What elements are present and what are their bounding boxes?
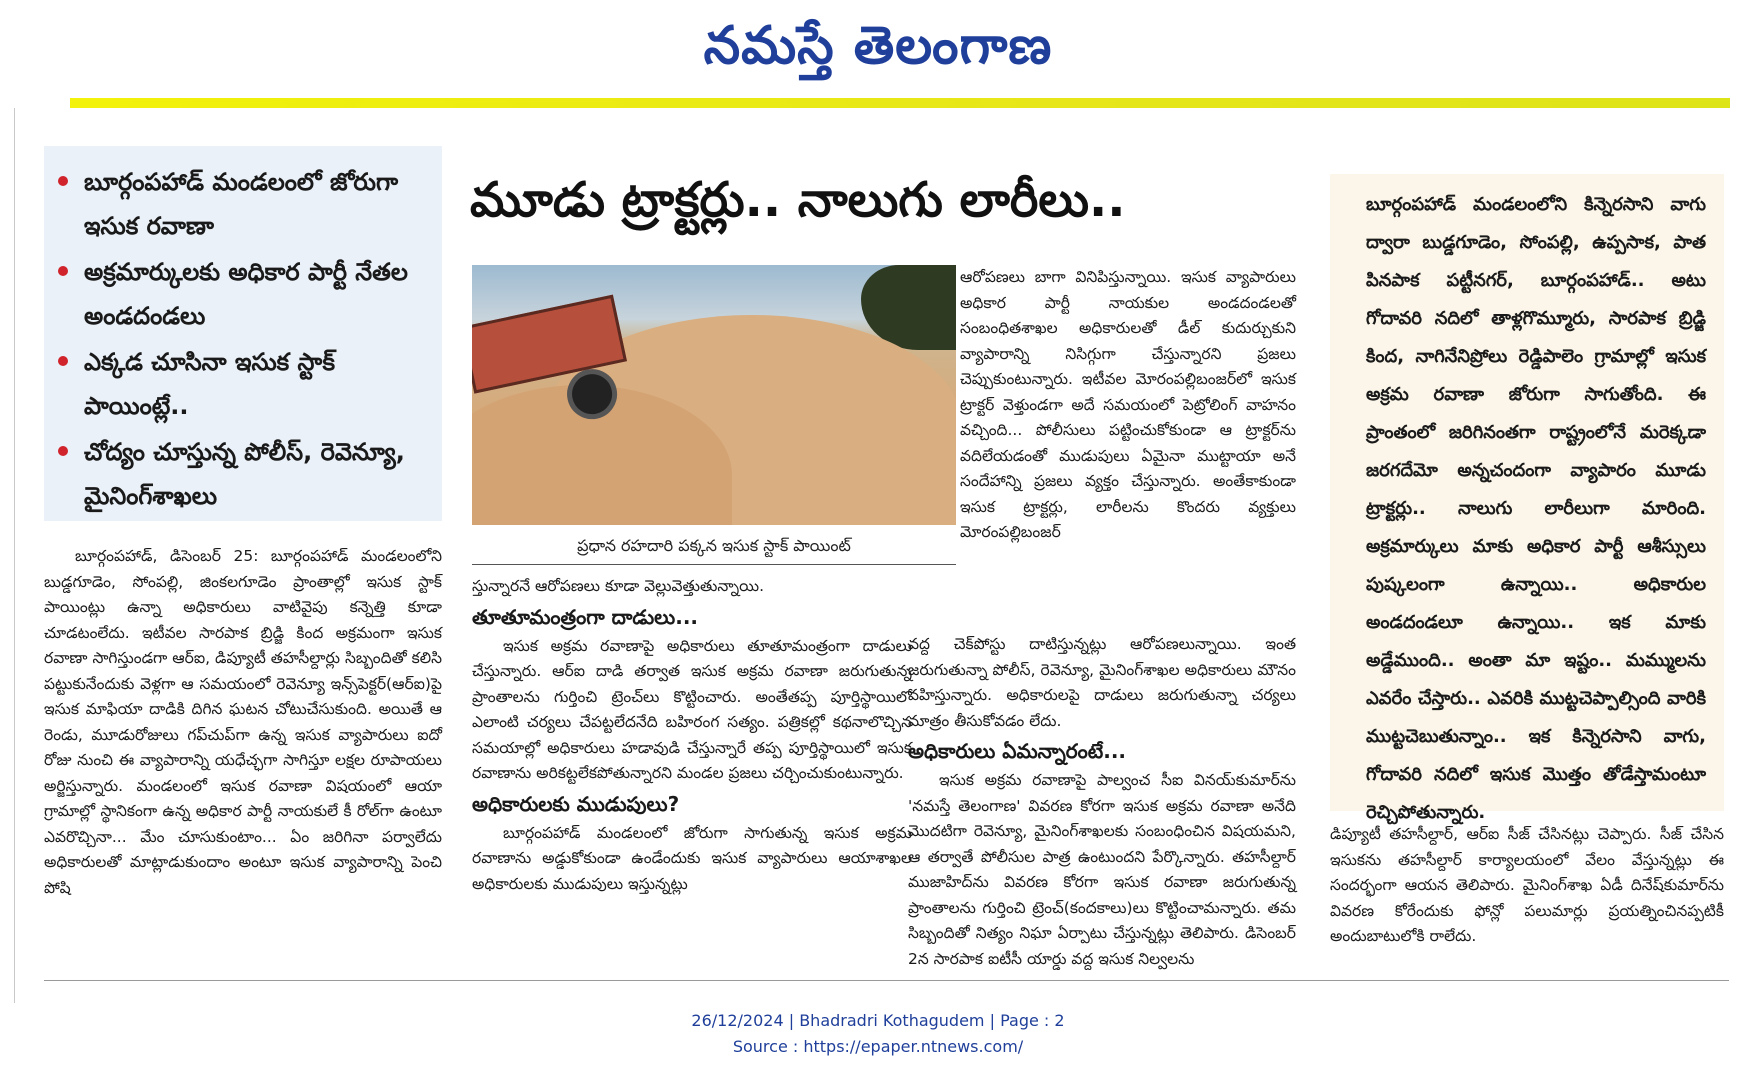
bullet-icon [58,356,68,366]
footer-source: Source : https://epaper.ntnews.com/ [732,1037,1024,1056]
sidebar-box [1330,174,1724,823]
sand-stock-photo [472,265,956,525]
paragraph: వద్ద చెక్‌పోస్టు దాటిస్తున్నట్లు ఆరోపణలున్నాయి. ఇంత జరుగుతున్నా పోలీస్, రెవెన్యూ, మైనింగ్‌శాఖల అధికారులు మౌనం వహిస్తున్నారు. అధికారులపై దాడులు జరుగుతున్నా చర్యలు మాత్రం తీసుకోవడం లేదు. [908,635,1296,730]
article-column-4 [1330,822,1724,950]
photo-caption: ప్రధాన రహదారి పక్కన ఇసుక స్టాక్ పాయింట్ [472,528,956,565]
paragraph: డిప్యూటీ తహసీల్దార్, ఆర్ఐ సీజ్ చేసినట్లు చెప్పారు. సీజ్ చేసిన ఇసుకను తహసీల్దార్ కార్యాలయంలో వేలం వేస్తున్నట్లు ఈ సందర్భంగా ఆయన తెలిపారు. మైనింగ్‌శాఖ ఏడీ దినేష్‌కుమార్‌ను వివరణ కోరేందుకు ఫోన్లో పలుమార్లు ప్రయత్నించినప్పటికీ అందుబాటులోకి రాలేదు. [1330,825,1724,945]
left-margin-rule [14,108,15,1003]
paragraph: ఇసుక అక్రమ రవాణాపై అధికారులు తూతూమంత్రంగా దాడులు చేస్తున్నారు. ఆర్ఐ దాడి తర్వాత ఇసుక అక్రమ రవాణా జరుగుతున్న ప్రాంతాలను గుర్తించి ట్రెంచ్‌లు కొట్టించారు. అంతేతప్ప పూర్తిస్థాయిలో ఎలాంటి చర్యలు చేపట్టలేదనేది బహిరంగ సత్యం. పత్రికల్లో కథనాలొచ్చిన సమయాల్లో అధికారులు హడావుడి చేస్తున్నారే తప్ప పూర్తిస్థాయిలో ఇసుక రవాణాను అరికట్టలేకపోతున్నారని మండల ప్రజలు చర్చించుకుంటున్నారు. [472,636,912,782]
paragraph: బూర్గంపహాడ్ మండలంలో జోరుగా సాగుతున్న ఇసుక అక్రమ రవాణాను అడ్డుకోకుండా ఉండేందుకు ఇసుక వ్యాపారులు ఆయాశాఖల అధికారులకు ముడుపులు ఇస్తున్నట్లు [472,823,912,893]
sidebar-text: బూర్గంపహాడ్ మండలంలోని కిన్నెరసాని వాగు ద్వారా బుడ్డగూడెం, సోంపల్లి, ఉప్పసాక, పాత పినపాక పట్టీనగర్, బూర్గంపహాడ్.. అటు గోదావరి నదిలో తాళ్లగొమ్మూరు, సారపాక బ్రిడ్జి కింద, నాగినేనిప్రోలు రెడ్డిపాలెం గ్రామాల్లో ఇసుక అక్రమ రవాణా జోరుగా సాగుతోంది. ఈ ప్రాంతంలో జరిగినంతగా రాష్ట్రంలోనే మరెక్కడా జరగదేమో అన్నచందంగా వ్యాపారం మూడు ట్రాక్టర్లు.. నాలుగు లారీలుగా మారింది. అక్రమార్కులు మాకు అధికార పార్టీ ఆశీస్సులు పుష్కలంగా ఉన్నాయి.. అధికారుల అండదండలూ ఉన్నాయి.. ఇక మాకు అడ్డేముంది.. అంతా మా ఇష్టం.. మమ్ములను ఎవరేం చేస్తారు.. ఎవరికి ముట్టచెప్పాల్సింది వారికి ముట్టచెబుతున్నాం.. ఇక కిన్నెరసాని వాగు, గోదావరి నదిలో ఇసుక మొత్తం తోడేస్తామంటూ రెచ్చిపోతున్నారు. [1366,194,1706,823]
bullet-icon [58,446,68,456]
article-column-2 [472,574,912,897]
paragraph: బూర్గంపహాడ్, డిసెంబర్ 25: బూర్గంపహాడ్ మండలంలోని బుడ్డగూడెం, సోంపల్లి, జింకలగూడెం ప్రాంతాల్లో ఇసుక స్టాక్ పాయింట్లు ఉన్నా అధికారులు వాటివైపు కన్నెత్తి కూడా చూడటంలేదు. ఇటీవల సారపాక బ్రిడ్జి కింద అక్రమంగా ఇసుక రవాణా సాగిస్తుండగా ఆర్ఐ, డిప్యూటీ తహసీల్దార్లు సిబ్బందితో కలిసి పట్టుకునేందుకు వెళ్లగా ఆ సమయంలో రెవెన్యూ ఇన్స్‌పెక్టర్(ఆర్ఐ)పై ఇసుక మాఫియా దాడికి దిగిన ఘటన చోటుచేసుకుంది. అయితే ఆ రెండు, మూడురోజులు గప్‌చుప్‌గా ఉన్న ఇసుక వ్యాపారులు ఐదో రోజు నుంచి ఈ వ్యాపారాన్ని యధేచ్ఛగా సాగిస్తూ లక్షల రూపాయలు అర్జిస్తున్నారు. మండలంలో ఇసుక రవాణా విషయంలో ఆయా గ్రామాల్లో స్థానికంగా ఉన్న అధికార పార్టీ నాయకులే కీ రోల్‌గా ఉంటూ ఎవరొచ్చినా... మేం చూసుకుంటాం... ఏం జరిగినా పర్వాలేదు అధికారులతో మాట్లాడుకుందాం అంటూ ఇసుక వ్యాపారాన్ని పెంచి పోషి [44,547,442,897]
highlight-item: చోద్యం చూస్తున్న పోలీస్, రెవెన్యూ, మైనింగ్‌శాఖలు [84,430,432,518]
bullet-icon [58,266,68,276]
highlight-item: అక్రమార్కులకు అధికార పార్టీ నేతల అండదండలు [84,250,432,338]
highlight-item: ఎక్కడ చూసినా ఇసుక స్టాక్ పాయింట్లే.. [84,340,432,428]
subheading: తూతూమంత్రంగా దాడులు... [472,604,699,629]
page-footer [0,1008,1756,1060]
article-column-3-continued [908,632,1296,972]
article-column-3 [960,265,1296,546]
subheading: అధికారులు ఏమన్నారంటే... [908,739,1127,763]
bottom-rule [44,980,1729,981]
paragraph: ఆరోపణలు బాగా వినిపిస్తున్నాయి. ఇసుక వ్యాపారులు అధికార పార్టీ నాయకుల అండదండలతో సంబంధితశాఖల అధికారులతో డీల్ కుదుర్చుకుని వ్యాపారాన్ని నిసిగ్గుగా చేస్తున్నారని ప్రజలు చెప్పుకుంటున్నారు. ఇటీవల మోరంపల్లిబంజర్‌లో ఇసుక ట్రాక్టర్ వెళ్తుండగా అదే సమయంలో పెట్రోలింగ్ వాహనం వచ్చింది... పోలీసులు పట్టించుకోకుండా ఆ ట్రాక్టర్‌ను వదిలేయడంతో ముడుపులు ఏమైనా ముట్టాయా అనే సందేహాన్ని ప్రజలు వ్యక్తం చేస్తున్నారు. అంతేకాకుండా ఇసుక ట్రాక్టర్లు, లారీలను కొందరు వ్యక్తులు మోరంపల్లిబంజర్ [960,268,1296,541]
highlights-box [44,146,442,521]
masthead-logo: నమస్తే తెలంగాణ [703,16,1053,76]
bullet-icon [58,176,68,186]
article-column-1 [44,544,442,901]
highlight-item: బూర్గంపహాడ్ మండలంలో జోరుగా ఇసుక రవాణా [84,160,432,248]
footer-dateline: 26/12/2024 | Bhadradri Kothagudem | Page : 2 [691,1011,1065,1030]
top-yellow-rule [70,98,1730,108]
subheading: అధికారులకు ముడుపులు? [472,791,680,816]
paragraph: ఇసుక అక్రమ రవాణాపై పాల్వంచ సీఐ వినయ్‌కుమార్‌ను 'నమస్తే తెలంగాణ' వివరణ కోరగా ఇసుక అక్రమ రవాణా అనేది మొదటిగా రెవెన్యూ, మైనింగ్‌శాఖలకు సంబంధించిన విషయమని, ఆ తర్వాతే పోలీసుల పాత్ర ఉంటుందని పేర్కొన్నారు. తహసీల్దార్ ముజాహిద్‌ను వివరణ కోరగా ఇసుక రవాణా జరుగుతున్న ప్రాంతాలను గుర్తించి ట్రెంచ్(కందకాలు)లు కొట్టించామన్నారు. తమ సిబ్బందితో నిత్యం నిఘా ఏర్పాటు చేస్తున్నట్లు తెలిపారు. డిసెంబర్ 2న సారపాక ఐటీసీ యార్డు వద్ద ఇసుక నిల్వలను [908,771,1296,968]
paragraph: స్తున్నారనే ఆరోపణలు కూడా వెల్లువెత్తుతున్నాయి. [472,577,764,595]
article-headline: మూడు ట్రాక్టర్లు.. నాలుగు లారీలు.. [470,172,1126,228]
